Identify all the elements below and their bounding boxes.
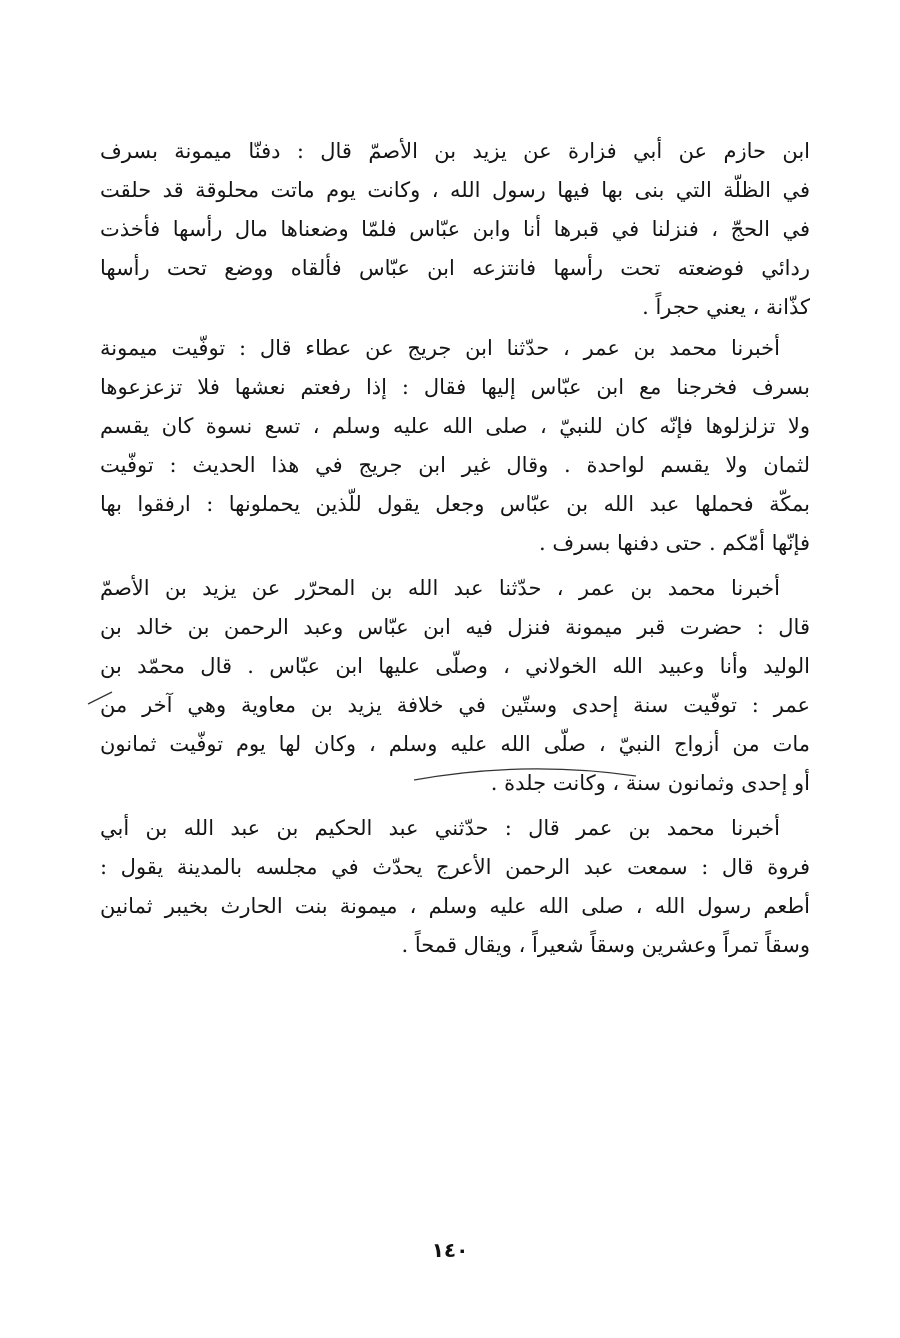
text-line: ولا تزلزلوها فإنّه كان للنبيّ ، صلى الله عليه وسلم ، تسع نسوة كان يقسم xyxy=(100,414,810,438)
pen-tick-mark xyxy=(86,688,116,708)
text-line: أخبرنا محمد بن عمر قال : حدّثني عبد الحكيم بن عبد الله بن أبي xyxy=(100,816,780,840)
text-line: بمكّة فحملها عبد الله بن عبّاس وجعل يقول للّذين يحملونها : ارفقوا بها xyxy=(100,492,810,516)
text-line: بسرف فخرجنا مع ابن عبّاس إليها فقال : إذا رفعتم نعشها فلا تزعزعوها xyxy=(100,375,810,399)
text-line: قال : حضرت قبر ميمونة فنزل فيه ابن عبّاس وعبد الرحمن بن خالد بن xyxy=(100,615,810,639)
text-line: أخبرنا محمد بن عمر ، حدّثنا ابن جريج عن عطاء قال : توفّيت ميمونة xyxy=(100,336,780,360)
text-line: ردائي فوضعته تحت رأسها فانتزعه ابن عبّاس فألقاه ووضع تحت رأسها xyxy=(100,256,810,280)
paragraph-4 xyxy=(100,809,810,965)
text-line: كذّانة ، يعني حجراً . xyxy=(642,295,810,319)
text-line: أخبرنا محمد بن عمر ، حدّثنا عبد الله بن المحرّر عن يزيد بن الأصمّ xyxy=(100,576,780,600)
text-line: أطعم رسول الله ، صلى الله عليه وسلم ، ميمونة بنت الحارث بخيبر ثمانين xyxy=(100,894,810,918)
paragraph-2 xyxy=(100,329,810,563)
text-line: لثمان ولا يقسم لواحدة . وقال غير ابن جريج في هذا الحديث : توفّيت xyxy=(100,453,810,477)
text-line: الوليد وأنا وعبيد الله الخولاني ، وصلّى عليها ابن عبّاس . قال محمّد بن xyxy=(100,654,810,678)
body-text xyxy=(100,132,810,965)
text-line: فإنّها أمّكم . حتى دفنها بسرف . xyxy=(539,531,810,555)
paragraph-1 xyxy=(100,132,810,327)
text-line: فروة قال : سمعت عبد الرحمن الأعرج يحدّث في مجلسه بالمدينة يقول : xyxy=(100,855,810,879)
text-line: وسقاً تمراً وعشرين وسقاً شعيراً ، ويقال قمحاً . xyxy=(401,933,810,957)
text-line: ابن حازم عن أبي فزارة عن يزيد بن الأصمّ قال : دفنّا ميمونة بسرف xyxy=(100,139,810,163)
text-line: في الحجّ ، فنزلنا في قبرها أنا وابن عبّاس فلمّا وضعناها مال رأسها فأخذت xyxy=(100,217,810,241)
text-line: مات من أزواج النبيّ ، صلّى الله عليه وسلم ، وكان لها يوم توفّيت ثمانون xyxy=(100,732,810,756)
text-line: أو إحدى وثمانون سنة ، وكانت جلدة . xyxy=(490,771,810,795)
pen-arc-mark xyxy=(410,764,640,784)
text-line: في الظلّة التي بنى بها فيها رسول الله ، وكانت يوم ماتت محلوقة قد حلقت xyxy=(100,178,810,202)
text-line: عمر : توفّيت سنة إحدى وستّين في خلافة يزيد بن معاوية وهي آخر من xyxy=(100,693,810,717)
page-number: ١٤٠ xyxy=(431,1238,469,1262)
